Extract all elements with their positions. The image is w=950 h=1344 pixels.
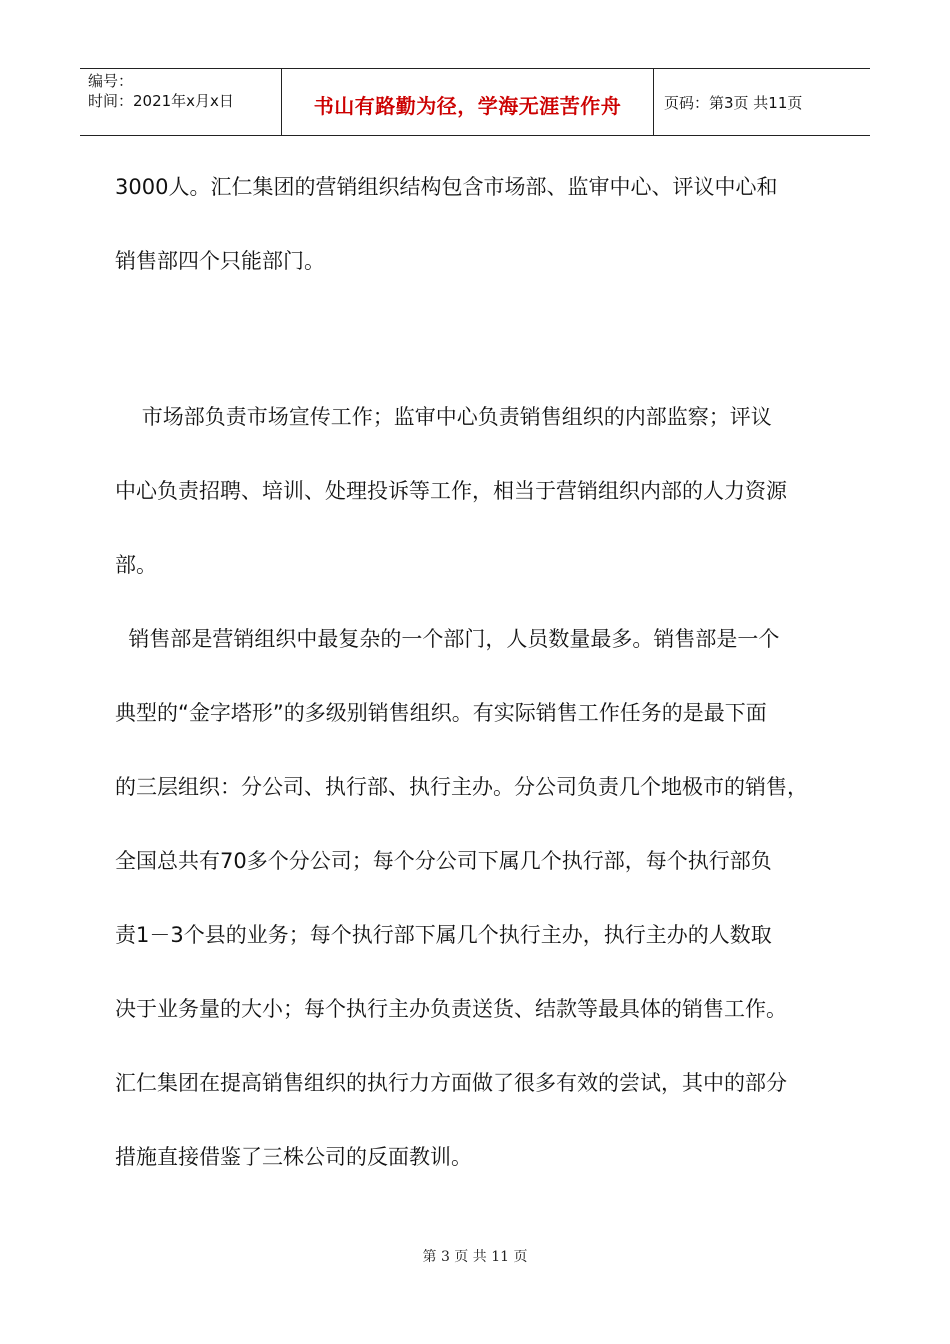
page-footer — [0, 1246, 950, 1266]
header-motto-cell — [282, 69, 654, 135]
document-body — [115, 150, 835, 1194]
body-line: 中心负责招聘、培训、处理投诉等工作，相当于营销组织内部的人力资源 — [115, 479, 787, 503]
body-line: 汇仁集团在提高销售组织的执行力方面做了很多有效的尝试，其中的部分 — [115, 1071, 787, 1095]
body-line: 市场部负责市场宣传工作；监审中心负责销售组织的内部监察；评议 — [115, 405, 772, 429]
body-line: 的三层组织：分公司、执行部、执行主办。分公司负责几个地极市的销售， — [115, 775, 808, 799]
header-motto: 书山有路勤为径，学海无涯苦作舟 — [313, 93, 622, 118]
footer-page-number: 第 3 页 共 11 页 — [422, 1249, 528, 1265]
body-line: 3000人。汇仁集团的营销组织结构包含市场部、监审中心、评议中心和 — [115, 175, 778, 199]
body-line: 销售部四个只能部门。 — [115, 249, 325, 273]
body-line: 全国总共有70多个分公司；每个分公司下属几个执行部，每个执行部负 — [115, 849, 772, 873]
number-label: 编号： — [88, 72, 134, 90]
header-meta — [80, 69, 282, 135]
date-label: 时间：2021年x月x日 — [88, 92, 234, 110]
page-info-text: 页码：第3页 共11页 — [664, 93, 803, 112]
body-line: 决于业务量的大小；每个执行主办负责送货、结款等最具体的销售工作。 — [115, 997, 787, 1021]
body-line: 责1－3个县的业务；每个执行部下属几个执行主办，执行主办的人数取 — [115, 923, 772, 947]
body-line: 销售部是营销组织中最复杂的一个部门，人员数量最多。销售部是一个 — [115, 627, 780, 651]
header-page-info — [654, 69, 870, 135]
body-line: 措施直接借鉴了三株公司的反面教训。 — [115, 1145, 472, 1169]
body-line: 部。 — [115, 553, 157, 577]
body-line: 典型的“金字塔形”的多级别销售组织。有实际销售工作任务的是最下面 — [115, 701, 767, 725]
page-header — [80, 68, 870, 136]
paragraph-gap — [115, 298, 835, 380]
